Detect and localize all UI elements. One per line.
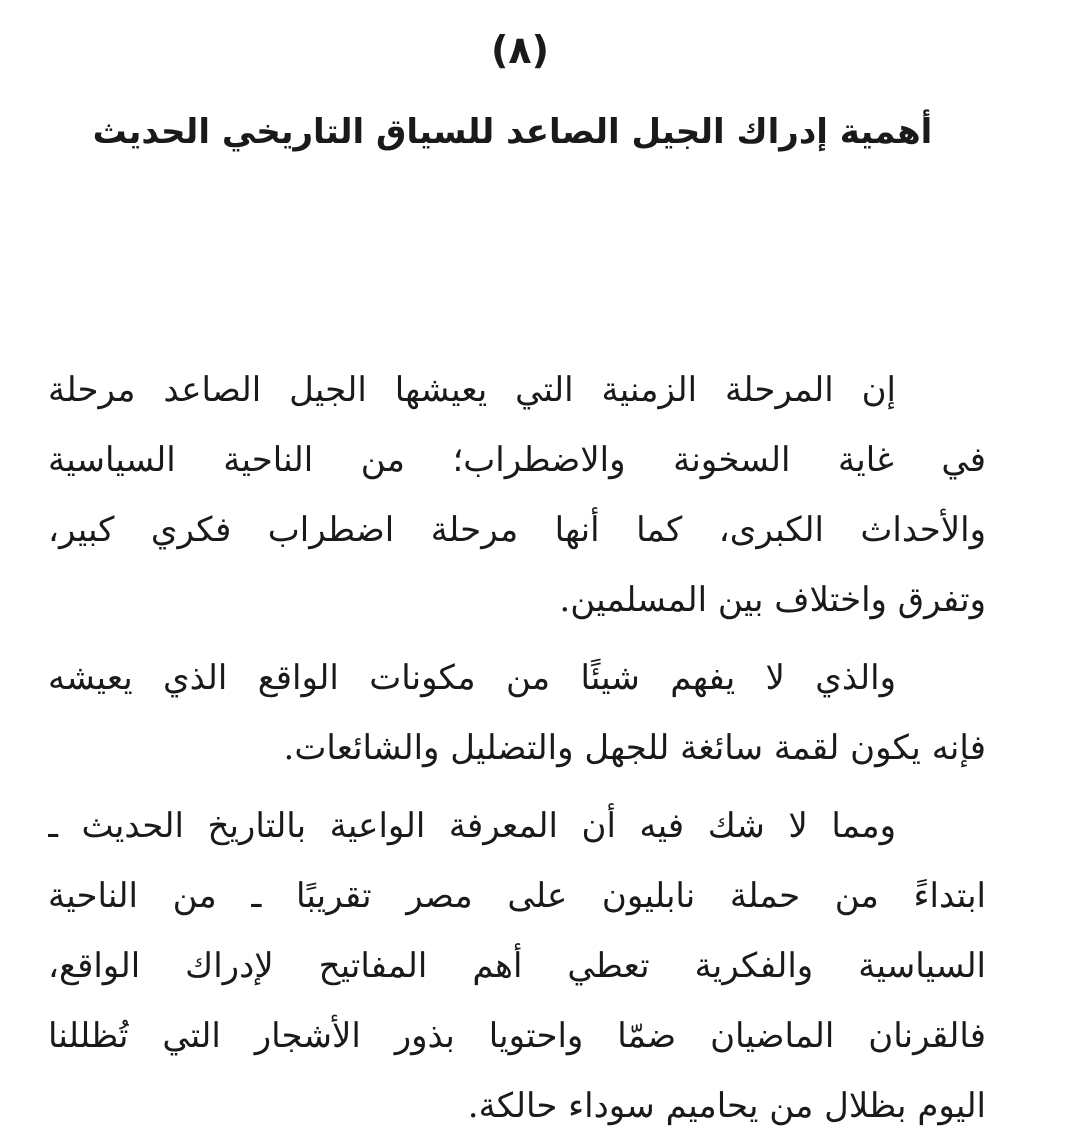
paragraph-1 [48,355,986,635]
body-text [48,355,986,1141]
text-line: ومما لا شك فيه أن المعرفة الواعية بالتاريخ الحديث ـ [48,806,896,846]
text-line: إن المرحلة الزمنية التي يعيشها الجيل الصاعد مرحلة [48,370,896,410]
paragraph-2 [48,643,986,783]
chapter-title: أهمية إدراك الجيل الصاعد للسياق التاريخي الحديث [92,112,933,152]
text-line: فالقرنان الماضيان ضمّا واحتويا بذور الأشجار التي تُظللنا [48,1016,986,1056]
text-line: اليوم بظلال من يحاميم سوداء حالكة. [467,1086,986,1126]
text-line: السياسية والفكرية تعطي أهم المفاتيح لإدراك الواقع، [48,946,986,986]
paragraph-3 [48,791,986,1141]
chapter-number: (٨) [491,28,549,72]
text-line: وتفرق واختلاف بين المسلمين. [559,580,986,620]
text-line: في غاية السخونة والاضطراب؛ من الناحية السياسية [48,440,986,480]
text-line: ابتداءً من حملة نابليون على مصر تقريبًا ـ من الناحية [48,876,986,916]
text-line: والأحداث الكبرى، كما أنها مرحلة اضطراب فكري كبير، [48,510,986,550]
text-line: فإنه يكون لقمة سائغة للجهل والتضليل والشائعات. [283,728,986,768]
text-line: والذي لا يفهم شيئًا من مكونات الواقع الذي يعيشه [48,658,896,698]
